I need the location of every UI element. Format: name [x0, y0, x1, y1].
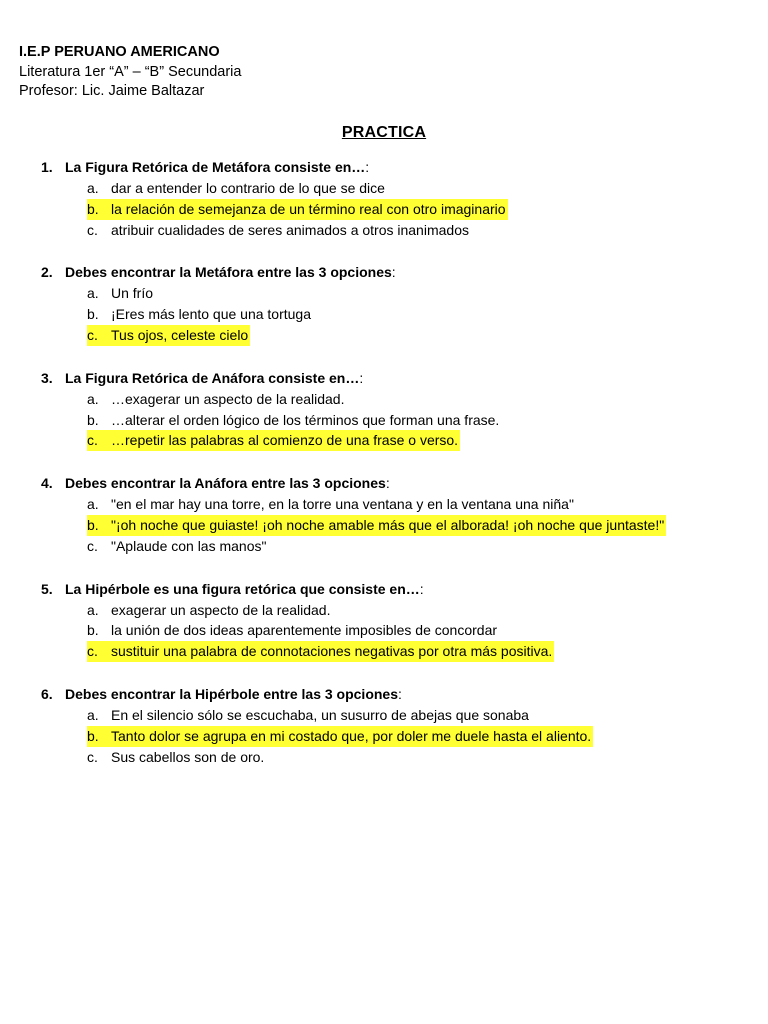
option-text: atribuir cualidades de seres animados a otros inanimados [111, 221, 469, 238]
option-text: "en el mar hay una torre, en la torre una ventana y en la ventana una niña" [111, 496, 574, 513]
question-text: La Hipérbole es una figura retórica que consiste en… [65, 580, 420, 597]
option-body [87, 410, 501, 431]
question-colon: : [359, 369, 364, 386]
option-body [87, 220, 471, 241]
question-item [41, 579, 761, 662]
option-text: Tus ojos, celeste cielo [111, 326, 249, 343]
option-list [41, 389, 761, 451]
question-text: Debes encontrar la Anáfora entre las 3 opciones [65, 475, 386, 492]
option-text: "Aplaude con las manos" [111, 537, 267, 554]
answer-option-highlighted [41, 515, 761, 536]
option-body [87, 304, 313, 325]
option-text: la unión de dos ideas aparentemente imposibles de concordar [111, 622, 498, 639]
question-item [41, 368, 761, 451]
answer-option [41, 220, 761, 241]
answer-option [41, 389, 761, 410]
question-text: La Figura Retórica de Metáfora consiste en… [65, 159, 366, 175]
option-text: En el silencio sólo se escuchaba, un susurro de abejas que sonaba [111, 706, 529, 723]
option-list [41, 600, 761, 662]
option-body [87, 747, 266, 768]
option-text: ¡Eres más lento que una tortuga [111, 306, 312, 323]
option-body [87, 705, 531, 726]
option-body [87, 600, 332, 621]
question-text-line [41, 579, 761, 600]
answer-option [41, 747, 761, 768]
school-name: I.E.P PERUANO AMERICANO [19, 44, 220, 60]
option-text: sustituir una palabra de connotaciones negativas por otra más positiva. [111, 643, 553, 660]
option-text: dar a entender lo contrario de lo que se dice [111, 180, 385, 196]
question-text: Debes encontrar la Hipérbole entre las 3 opciones [65, 685, 398, 702]
option-letter: a. [87, 285, 99, 302]
option-letter: b. [87, 727, 99, 744]
answer-option [41, 620, 761, 641]
question-colon: : [365, 159, 370, 175]
answer-option [41, 536, 761, 557]
question-number: 5. [41, 580, 53, 597]
page-title: PRACTICA [341, 124, 427, 141]
option-letter: a. [87, 390, 99, 407]
question-colon: : [419, 580, 424, 597]
answer-option [41, 283, 761, 304]
option-body [87, 430, 460, 451]
question-item [41, 473, 761, 556]
question-text-line [41, 157, 761, 178]
option-text: "¡oh noche que guiaste! ¡oh noche amable más que el alborada! ¡oh noche que juntaste!" [111, 516, 665, 533]
option-letter: a. [87, 601, 99, 618]
option-letter: b. [87, 516, 99, 533]
option-body [87, 515, 666, 536]
answer-option [41, 410, 761, 431]
option-text: Tanto dolor se agrupa en mi costado que, por doler me duele hasta el aliento. [111, 727, 592, 744]
option-body [87, 494, 576, 515]
question-number: 6. [41, 685, 53, 702]
answer-option-highlighted [41, 199, 761, 220]
option-body [87, 641, 554, 662]
course-line: Literatura 1er “A” – “B” Secundaria [19, 63, 242, 80]
option-body [87, 620, 499, 641]
question-colon: : [391, 264, 396, 281]
option-text: la relación de semejanza de un término real con otro imaginario [111, 200, 506, 217]
question-number: 3. [41, 369, 53, 386]
answer-option-highlighted [41, 641, 761, 662]
question-colon: : [385, 475, 390, 492]
option-list [41, 494, 761, 556]
option-letter: a. [87, 706, 99, 723]
question-item [41, 262, 761, 345]
option-letter: a. [87, 496, 99, 513]
answer-option [41, 494, 761, 515]
option-text: Sus cabellos son de oro. [111, 748, 265, 765]
question-number: 2. [41, 264, 53, 281]
question-list [41, 157, 761, 789]
option-letter: a. [87, 180, 99, 196]
option-text: …repetir las palabras al comienzo de una frase o verso. [111, 432, 459, 449]
teacher-line: Profesor: Lic. Jaime Baltazar [19, 83, 205, 99]
option-text: exagerar un aspecto de la realidad. [111, 601, 331, 618]
document-header [19, 43, 241, 102]
option-text: …alterar el orden lógico de los términos que forman una frase. [111, 411, 500, 428]
option-body [87, 325, 250, 346]
option-letter: c. [87, 748, 98, 765]
option-letter: b. [87, 306, 99, 323]
option-body [87, 536, 268, 557]
option-body [87, 726, 593, 747]
answer-option-highlighted [41, 325, 761, 346]
question-text-line [41, 473, 761, 494]
option-list [41, 283, 761, 345]
option-body [87, 199, 508, 220]
option-body [87, 178, 387, 199]
question-number: 4. [41, 475, 53, 492]
question-number: 1. [41, 159, 53, 175]
option-body [87, 389, 346, 410]
option-text: Un frío [111, 285, 154, 302]
option-list [41, 178, 761, 240]
option-body [87, 283, 155, 304]
answer-option [41, 705, 761, 726]
option-text: …exagerar un aspecto de la realidad. [111, 390, 345, 407]
answer-option-highlighted [41, 430, 761, 451]
question-text: La Figura Retórica de Anáfora consiste en… [65, 369, 360, 386]
question-text-line [41, 684, 761, 705]
option-letter: c. [87, 221, 98, 238]
question-text-line [41, 262, 761, 283]
option-letter: b. [87, 200, 99, 217]
question-item [41, 684, 761, 767]
option-letter: b. [87, 411, 99, 428]
answer-option [41, 304, 761, 325]
answer-option [41, 178, 761, 199]
option-letter: b. [87, 622, 99, 639]
question-text-line [41, 368, 761, 389]
question-colon: : [398, 685, 402, 702]
option-letter: c. [87, 643, 98, 660]
option-letter: c. [87, 432, 98, 449]
answer-option-highlighted [41, 726, 761, 747]
option-list [41, 705, 761, 767]
question-text: Debes encontrar la Metáfora entre las 3 opciones [65, 264, 392, 281]
option-letter: c. [87, 326, 98, 343]
question-item [41, 157, 761, 240]
answer-option [41, 600, 761, 621]
option-letter: c. [87, 537, 98, 554]
